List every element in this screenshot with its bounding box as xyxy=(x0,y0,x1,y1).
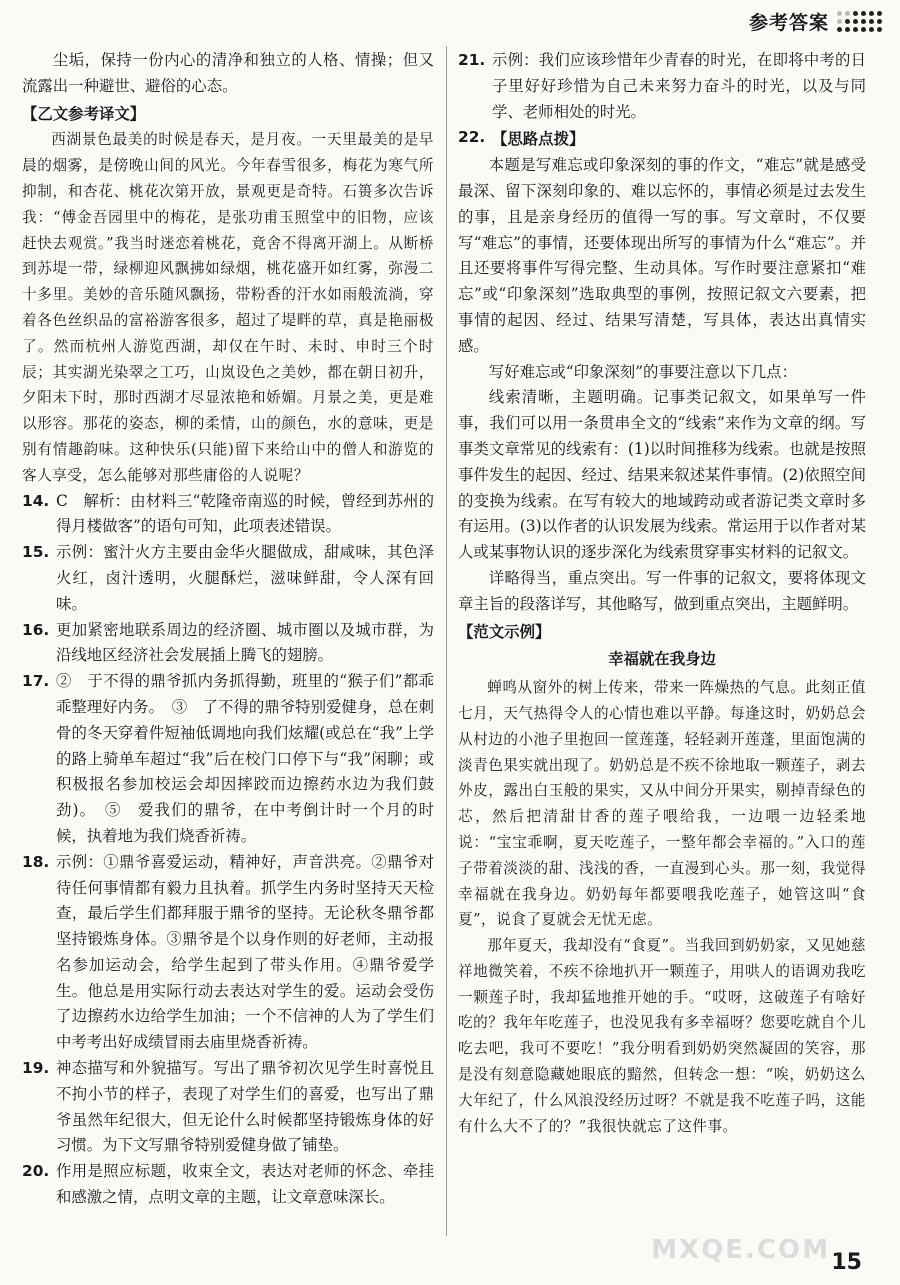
item-number: 22. xyxy=(458,128,486,147)
guide-paragraph: 详略得当，重点突出。写一件事的记叙文，要将体现文章主旨的段落详写，其他略写，做到重点突出，主题鲜明。 xyxy=(458,568,866,613)
item-number: 17. xyxy=(22,672,50,691)
item-number: 20. xyxy=(22,1162,50,1181)
watermark-logo: MXQE.COM xyxy=(651,1235,830,1265)
item-text: 神态描写和外貌描写。写出了鼎爷初次见学生时喜悦且不拘小节的样子，表现了对学生们的喜爱，也写出了鼎爷虽然年纪很大，但无论什么时候都坚持锻炼身体的好习惯。为下文写鼎爷特别爱健身做了铺垫。 xyxy=(56,1059,434,1155)
essay-paragraph: 蝉鸣从窗外的树上传来，带来一阵燥热的气息。此刻正值七月，天气热得令人的心情也难以平静。每逢这时，奶奶总会从村边的小池子里抱回一筐莲蓬，轻轻剥开莲蓬，里面饱满的淡青色果实就出现了。奶奶总是不疾不徐地取一颗莲子，剥去外皮，露出白玉般的果实，又从中间分开果实，剔掉青绿色的芯，然后把清甜甘香的莲子喂给我，一边喂一边轻柔地说：“宝宝乖啊，夏天吃莲子，一整年都会幸福的。”入口的莲子带着淡淡的甜、浅浅的香，一直漫到心头。那一刻，我觉得幸福就在我身边。奶奶每年都要喂我吃莲子，她管这叫“食夏”，说食了夏就会无忧无虑。 xyxy=(458,679,866,929)
item-text: 作用是照应标题，收束全文，表达对老师的怀念、牵挂和感激之情，点明文章的主题，让文章意味深长。 xyxy=(56,1162,434,1207)
item-number: 21. xyxy=(458,51,486,69)
left-column xyxy=(22,48,434,1211)
item-number: 14. xyxy=(22,491,50,510)
essay-paragraph: 那年夏天，我却没有“食夏”。当我回到奶奶家，又见她慈祥地微笑着，不疾不徐地扒开一颗莲子，用哄人的语调劝我吃一颗莲子时，我却猛地推开她的手。“哎呀，这破莲子有啥好吃的？我年年吃莲子，也没见我有多幸福呀？您要吃就自个儿吃去吧，我可不要吃！”我分明看到奶奶突然凝固的笑容，那是没有刻意隐藏她眼底的黯然，但转念一想：“唉，奶奶这么大年纪了，什么风浪没经历过呀？不就是我不吃莲子吗，这能有什么大不了的？”我很快就忘了这件事。 xyxy=(458,937,866,1135)
answer-item-19 xyxy=(22,1056,434,1159)
essay-section-heading: 【范文示例】 xyxy=(458,622,551,641)
item-text: 示例：蜜汁火方主要由金华火腿做成，甜咸味，其色泽火红，卤汁透明，火腿酥烂，滋味鲜甜，令人深有回味。 xyxy=(56,543,434,613)
guide-paragraph: 写好难忘或“印象深刻”的事要注意以下几点： xyxy=(488,362,797,381)
item-number: 19. xyxy=(22,1059,50,1078)
guide-paragraph: 本题是写难忘或印象深刻的事的作文，“难忘”就是感受最深、留下深刻印象的、难以忘怀的，事情必须是过去发生的事，且是亲身经历的值得一写的事。写文章时，不仅要写“难忘”的事情，还要体现出所写的事情为什么“难忘”。并且还要将事件写得完整、生动具体。写作时要注意紧扣“难忘”或“印象深刻”选取典型的事例，按照记叙文六要素，把事情的起因、经过、结果写清楚，写具体，表达出真情实感。 xyxy=(458,156,866,355)
yiwen-paragraph: 西湖景色最美的时候是春天，是月夜。一天里最美的是早晨的烟雾，是傍晚山间的风光。今年春雪很多，梅花为寒气所抑制，和杏花、桃花次第开放，景观更是奇特。石篑多次告诉我：“傅金吾园里中的梅花，是张功甫玉照堂中的旧物，应该赶快去观赏。”我当时迷恋着桃花，竟舍不得离开湖上。从断桥到苏堤一带，绿柳迎风飘拂如绿烟，桃花盛开如红雾，弥漫二十多里。美妙的音乐随风飘扬，带粉香的汗水如雨般流淌，穿着各色丝织品的富裕游客很多，超过了堤畔的草，真是艳丽极了。然而杭州人游览西湖，却仅在午时、未时、申时三个时辰；其实湖光染翠之工巧，山岚设色之美妙，都在朝日初升，夕阳未下时，那时西湖才尽显浓艳和娇媚。月景之美，更是难以形容。那花的姿态，柳的柔情，山的颜色，水的意味，更是别有情趣韵味。这种快乐(只能)留下来给山中的僧人和游览的客人享受，怎么能够对那些庸俗的人说呢？ xyxy=(22,131,434,484)
guide-paragraph: 线索清晰，主题明确。记事类记叙文，如果单写一件事，我们可以用一条贯串全文的“线索”来作为文章的纲。写事类文章常见的线索有：(1)以时间推移为线索。也就是按照事件发生的起因、经过、结果来叙述某件事情。(2)依照空间的变换为线索。在写有较大的地域跨动或者游记类文章时多有运用。(3)以作者的认识发展为线索。常运用于以作者对某人或某事物认识的逐步深化为线索贯穿事实材料的记叙文。 xyxy=(458,388,866,562)
essay-title: 幸福就在我身边 xyxy=(608,650,716,669)
section-header xyxy=(749,8,882,35)
item-text: 示例：我们应该珍惜年少青春的时光，在即将中考的日子里好好珍惜为自己未来努力奋斗的时光，以及与同学、老师相处的时光。 xyxy=(492,51,866,121)
item-number: 18. xyxy=(22,852,50,871)
column-divider xyxy=(446,46,447,1236)
item-text: ② 于不得的鼎爷抓内务抓得勤，班里的“猴子们”都乖乖整理好内务。 ③ 了不得的鼎爷特别爱健身，总在刺骨的冬天穿着件短袖低调地向我们炫耀(或总在“我”上学的路上骑单车超过“我”后在校门口停下与“我”闲聊；或积极报名参加校运会却因摔跤而边擦药水边为我们鼓劲)。 ⑤ 爱我们的鼎爷，在中考倒计时一个月的时候，执着地为我们烧香祈祷。 xyxy=(56,672,434,845)
item-heading: 【思路点拨】 xyxy=(492,130,585,149)
item-text: 更加紧密地联系周边的经济圈、城市圈以及城市群，为沿线地区经济社会发展插上腾飞的翅膀。 xyxy=(56,620,434,665)
header-label: 参考答案 xyxy=(748,12,829,34)
answer-item-22 xyxy=(458,125,866,153)
dots-decoration-icon xyxy=(837,11,882,32)
answer-item-20 xyxy=(22,1159,434,1211)
answer-item-17 xyxy=(22,669,434,850)
right-column xyxy=(458,48,866,1139)
answer-item-18 xyxy=(22,850,434,1056)
item-text: C 解析：由材料三“乾隆帝南巡的时候，曾经到苏州的得月楼做客”的语句可知，此项表述错误。 xyxy=(56,491,434,536)
intro-paragraph: 尘垢，保持一份内心的清净和独立的人格、情操；但又流露出一种避世、避俗的心态。 xyxy=(22,51,434,95)
answer-item-21 xyxy=(458,48,866,125)
yiwen-heading: 【乙文参考译文】 xyxy=(22,104,146,123)
answer-item-16 xyxy=(22,618,434,670)
answer-item-15 xyxy=(22,540,434,617)
item-number: 16. xyxy=(22,620,50,639)
item-number: 15. xyxy=(22,543,50,562)
page-number: 15 xyxy=(831,1250,862,1275)
item-text: 示例：①鼎爷喜爱运动，精神好，声音洪亮。②鼎爷对待任何事情都有毅力且执着。抓学生内务时坚持天天检查，最后学生们都拜服于鼎爷的坚持。无论秋冬鼎爷都坚持锻炼身体。③鼎爷是个以身作则的好老师，主动报名参加运动会，给学生起到了带头作用。④鼎爷爱学生。他总是用实际行动去表达对学生的爱。运动会受伤了边擦药水边给学生加油；一个不信神的人为了学生们中考考出好成绩冒雨去庙里烧香祈祷。 xyxy=(56,852,434,1052)
answer-item-14 xyxy=(22,489,434,541)
